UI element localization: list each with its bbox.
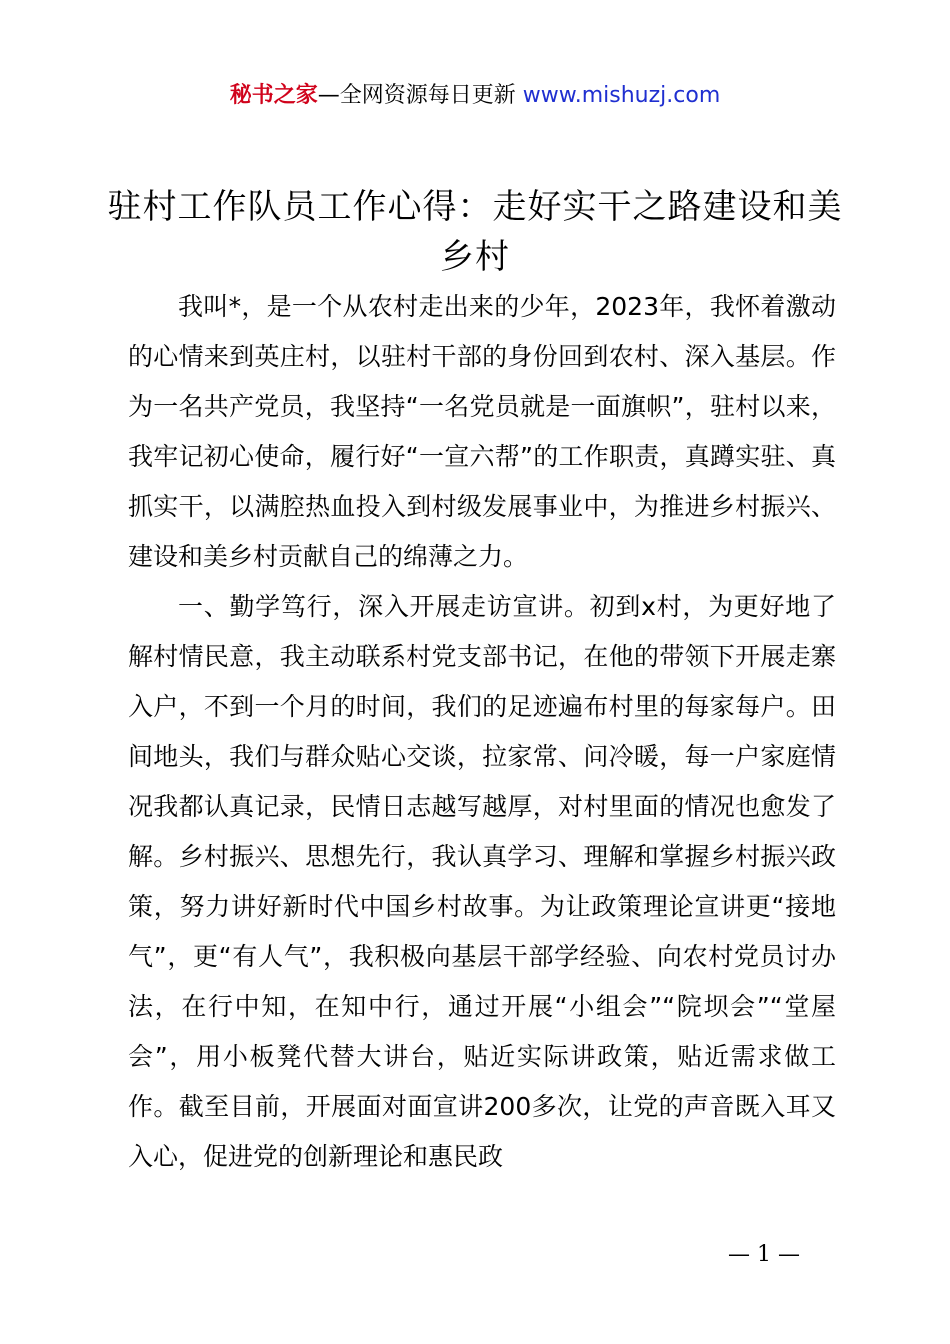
banner-tagline: —全网资源每日更新 bbox=[317, 83, 523, 108]
paragraph-intro: 我叫*，是一个从农村走出来的少年，2023年，我怀着激动的心情来到英庄村，以驻村干部的身份回到农村、深入基层。作为一名共产党员，我坚持“一名党员就是一面旗帜”，驻村以来，我牢记初心使命，履行好“一宣六帮”的工作职责，真蹲实驻、真抓实干，以满腔热血投入到村级发展事业中，为推进乡村振兴、建设和美乡村贡献自己的绵薄之力。 bbox=[128, 292, 836, 571]
document-title: 驻村工作队员工作心得：走好实干之路建设和美乡村 bbox=[107, 187, 843, 277]
document-body bbox=[128, 282, 836, 1182]
brand-name: 秘书之家 bbox=[229, 83, 318, 108]
page-number: — 1 — bbox=[728, 1242, 800, 1267]
site-url-link[interactable]: www.mishuzj.com bbox=[522, 83, 721, 108]
site-banner bbox=[0, 80, 950, 112]
paragraph-section-1: 一、勤学笃行，深入开展走访宣讲。初到x村，为更好地了解村情民意，我主动联系村党支部书记，在他的带领下开展走寨入户，不到一个月的时间，我们的足迹遍布村里的每家每户。田间地头，我们与群众贴心交谈，拉家常、问冷暖，每一户家庭情况我都认真记录，民情日志越写越厚，对村里面的情况也愈发了解。乡村振兴、思想先行，我认真学习、理解和掌握乡村振兴政策，努力讲好新时代中国乡村故事。为让政策理论宣讲更“接地气”，更“有人气”，我积极向基层干部学经验、向农村党员讨办法，在行中知，在知中行，通过开展“小组会”“院坝会”“堂屋会”，用小板凳代替大讲台，贴近实际讲政策，贴近需求做工作。截至目前，开展面对面宣讲200多次，让党的声音既入耳又入心，促进党的创新理论和惠民政 bbox=[128, 592, 836, 1171]
